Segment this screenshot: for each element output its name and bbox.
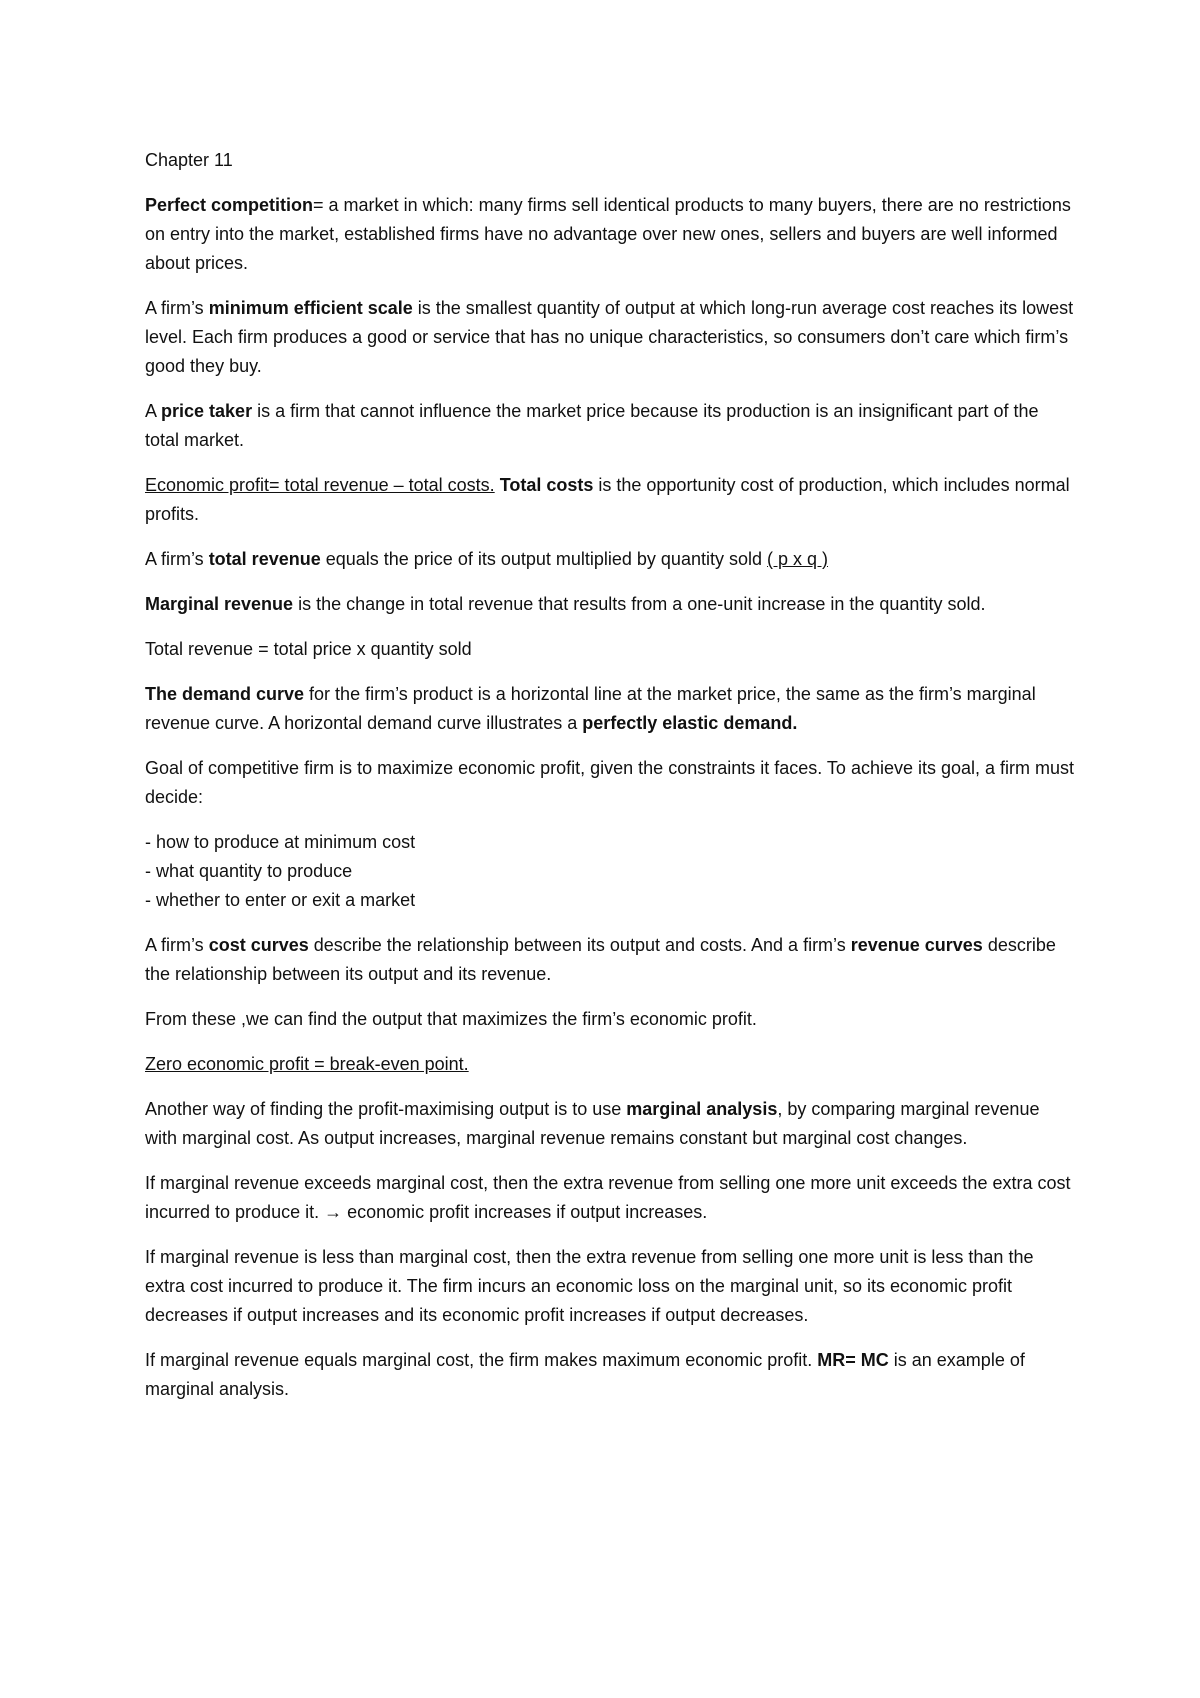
decision-list: [145, 828, 1075, 915]
paragraph-demand-curve: [145, 680, 1075, 738]
term-marginal-revenue: Marginal revenue: [145, 594, 294, 614]
text-span: is a firm that cannot influence the market price because its production is an insignificant part of the total market.: [145, 401, 1039, 450]
paragraph-goal: Goal of competitive firm is to maximize economic profit, given the constraints it faces. To achieve its goal, a firm must decide:: [145, 758, 1075, 807]
term-marginal-analysis: marginal analysis: [626, 1099, 778, 1119]
text-span: Another way of finding the profit-maximising output is to use: [145, 1099, 627, 1119]
term-price-taker: price taker: [161, 401, 253, 421]
list-item: - how to produce at minimum cost: [145, 832, 416, 852]
text-span: A: [145, 401, 162, 421]
text-span: equals the price of its output multiplied by quantity sold: [320, 549, 767, 569]
paragraph-cost-curves: [145, 931, 1075, 989]
text-span: describe the relationship between its output and its revenue.: [145, 935, 1056, 984]
text-span: is the change in total revenue that results from a one-unit increase in the quantity sold.: [293, 594, 986, 614]
paragraph-total-revenue-formula: Total revenue = total price x quantity sold: [145, 639, 472, 659]
paragraph-minimum-efficient-scale: [145, 294, 1075, 381]
text-span: A firm’s: [145, 549, 209, 569]
text-span: describe the relationship between its output and costs. And a firm’s: [308, 935, 851, 955]
paragraph-perfect-competition: [145, 191, 1075, 278]
term-perfect-competition: Perfect competition: [145, 195, 314, 215]
text-span: economic profit increases if output increases.: [342, 1202, 708, 1222]
text-span: is an example of marginal analysis.: [145, 1350, 1025, 1399]
term-cost-curves: cost curves: [208, 935, 309, 955]
text-span: is the smallest quantity of output at which long-run average cost reaches its lowest level. Each firm produces a good or service that has no unique characteristics, so consumers don’t care which firm’s good they buy.: [145, 298, 1074, 376]
arrow-right-icon: →: [324, 1202, 343, 1222]
paragraph-mr-exceeds-mc: [145, 1169, 1075, 1227]
paragraph-zero-economic-profit: [145, 1050, 1075, 1079]
underlined-zero-economic-profit: Zero economic profit = break-even point.: [145, 1054, 469, 1074]
term-total-revenue: total revenue: [208, 549, 321, 569]
formula-pxq: ( p x q ): [767, 549, 829, 569]
text-span: A firm’s: [145, 298, 209, 318]
paragraph-mr-equals-mc: [145, 1346, 1075, 1404]
term-demand-curve: The demand curve: [145, 684, 305, 704]
term-minimum-efficient-scale: minimum efficient scale: [208, 298, 413, 318]
chapter-title: Chapter 11: [145, 150, 233, 170]
text-span: is the opportunity cost of production, which includes normal profits.: [145, 475, 1070, 524]
text-span: If marginal revenue exceeds marginal cost, then the extra revenue from selling one more unit exceeds the extra cost incurred to produce it.: [145, 1173, 1071, 1222]
paragraph-marginal-analysis: [145, 1095, 1075, 1153]
text-span: for the firm’s product is a horizontal line at the market price, the same as the firm’s marginal revenue curve. A horizontal demand curve illustrates a: [145, 684, 1036, 733]
list-item: - whether to enter or exit a market: [145, 890, 416, 910]
text-span: , by comparing marginal revenue with marginal cost. As output increases, marginal revenue remains constant but marginal cost changes.: [145, 1099, 1040, 1148]
paragraph-total-revenue: [145, 545, 1075, 574]
term-revenue-curves: revenue curves: [850, 935, 983, 955]
paragraph-mr-less-than-mc: If marginal revenue is less than marginal cost, then the extra revenue from selling one more unit is less than the extra cost incurred to produce it. The firm incurs an economic loss on the marginal unit, so its economic profit decreases if output increases and its economic profit increases if output decreases.: [145, 1247, 1034, 1325]
term-mr-mc: MR= MC: [817, 1350, 889, 1370]
paragraph-marginal-revenue: [145, 590, 1075, 619]
paragraph-price-taker: [145, 397, 1075, 455]
term-total-costs: Total costs: [494, 475, 594, 495]
underlined-economic-profit: Economic profit= total revenue – total costs.: [145, 475, 495, 495]
paragraph-economic-profit: [145, 471, 1075, 529]
term-perfectly-elastic-demand: perfectly elastic demand.: [582, 713, 798, 733]
paragraph-from-these: From these ,we can find the output that maximizes the firm’s economic profit.: [145, 1009, 757, 1029]
text-span: If marginal revenue equals marginal cost, the firm makes maximum economic profit.: [145, 1350, 818, 1370]
list-item: - what quantity to produce: [145, 861, 353, 881]
definition-text: = a market in which: many firms sell identical products to many buyers, there are no restrictions on entry into the market, established firms have no advantage over new ones, sellers and buyers are well informed about prices.: [145, 195, 1071, 273]
text-span: A firm’s: [145, 935, 209, 955]
document-body: [145, 146, 1075, 1420]
